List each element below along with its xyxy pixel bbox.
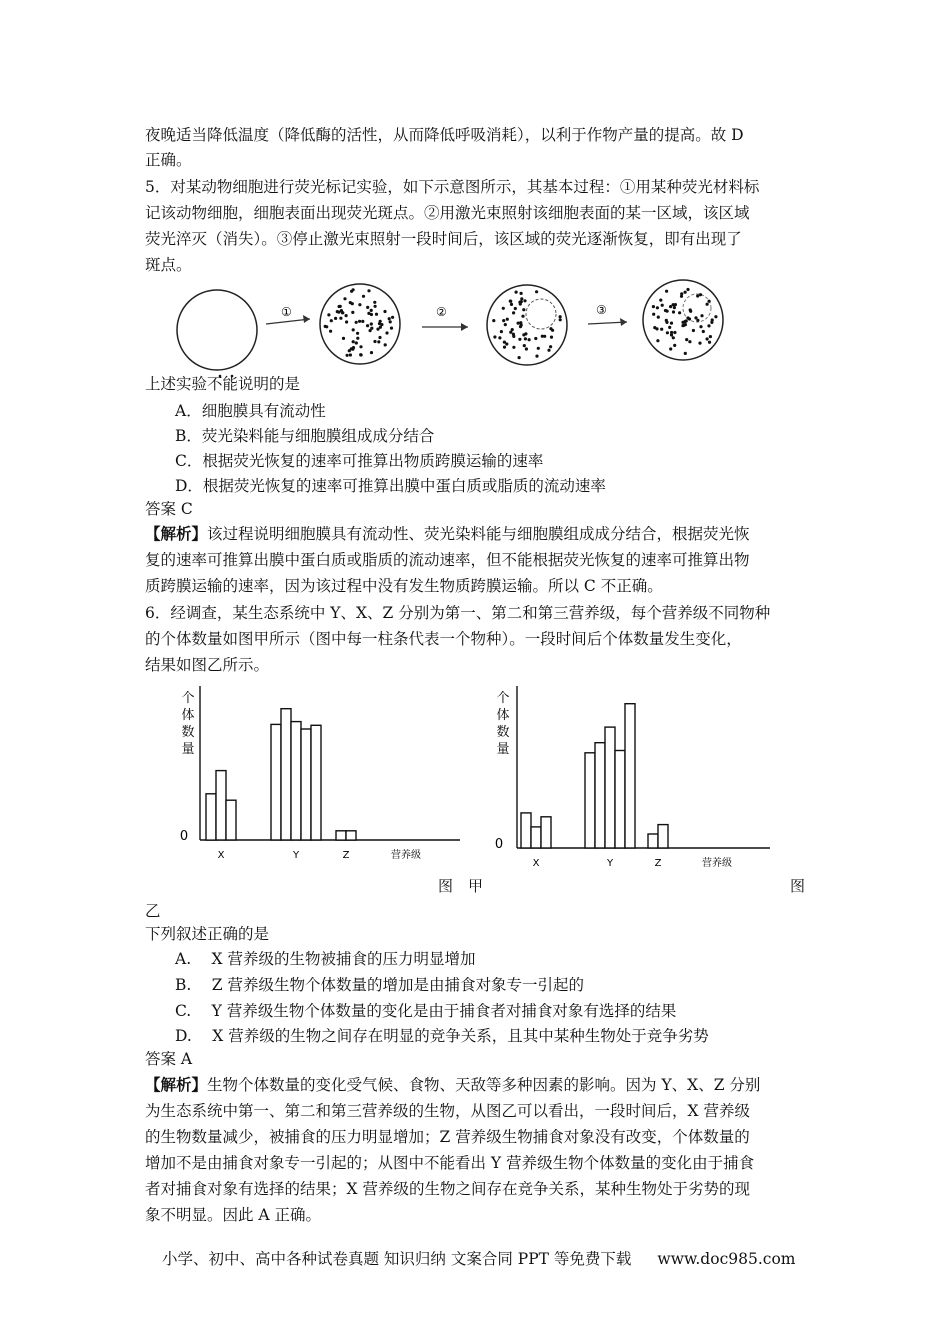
fluorescent-dot [707,324,710,327]
fluorescent-dot [685,338,688,341]
bar [301,729,311,840]
answer: 答案 C [145,500,193,518]
fluorescent-dot [696,294,699,297]
explanation-label: 【解析】 [145,1075,208,1094]
fluorescent-dot [351,311,354,314]
fluorescent-dot [373,301,376,304]
cell-bleached [487,285,567,365]
fluorescent-dot [512,346,515,349]
fluorescent-dot [361,320,364,323]
fluorescent-dot [380,323,383,326]
bar [615,751,625,849]
bar [531,827,541,848]
bar [595,743,605,848]
fluorescent-dot [502,307,505,310]
fluorescent-dot [714,315,717,318]
step-3-label: ③ [596,303,607,317]
fluorescent-dot [518,301,521,304]
question-5-line: 记该动物细胞，细胞表面出现荧光斑点。②用激光束照射该细胞表面的某一区域，该区域 [145,204,750,222]
x-tick-label: Y [606,858,614,869]
y-axis-label: 个 [496,691,510,706]
x-tick-label: Y [292,850,300,861]
fluorescent-dot [376,328,379,331]
fluorescent-dot [700,314,703,317]
fluorescent-dot [660,328,663,331]
fluorescent-dot [672,336,675,339]
cell-fluorescence-diagram [170,272,750,382]
fluorescent-dot [523,344,526,347]
fluorescent-dot [664,309,667,312]
fluorescent-dot [537,347,540,350]
fluorescent-dot [673,344,676,347]
fluorescent-dot [549,345,552,348]
arrow-2-head [461,323,468,331]
fluorescent-dot [517,322,520,325]
bar [658,825,668,848]
y-axis-label: 体 [181,708,195,723]
fluorescent-dot [699,293,702,296]
fluorescent-dot [500,330,503,333]
bar [336,831,346,840]
fluorescent-dot [366,324,369,327]
explanation-line [145,1075,760,1095]
fluorescent-dot [550,336,553,339]
fluorescent-dot [360,353,363,356]
fluorescent-dot [362,295,365,298]
fluorescent-dot [352,288,355,291]
fluorescent-dot [524,337,527,340]
fluorescent-dot [680,292,683,295]
bar [521,813,531,848]
option-a: A．细胞膜具有流动性 [175,402,326,420]
question-5-line: 荧光淬灭（消失）。③停止激光束照射一段时间后，该区域的荧光逐渐恢复，即有出现了 [145,230,742,248]
bar [206,794,216,840]
fluorescent-dot [355,341,358,344]
y-axis-label: 个 [181,691,195,706]
fluorescent-dot [377,340,380,343]
answer: 答案 A [145,1050,193,1068]
fluorescent-dot [709,335,712,338]
fluorescent-dot [559,315,562,318]
fluorescent-dot [338,305,341,308]
arrow-1-head [303,315,310,323]
fluorescent-dot [528,338,531,341]
fluorescent-dot [389,320,392,323]
fluorescent-dot [515,291,518,294]
paragraph-line: 正确。 [145,151,192,169]
bar [271,724,281,840]
fluorescent-dot [652,313,655,316]
fluorescent-dot [342,337,345,340]
fluorescent-dot [547,349,550,352]
bar [346,831,356,840]
fluorescent-dot [673,331,676,334]
fluorescent-dot [493,335,496,338]
question-6-line: 的个体数量如图甲所示（图中每一柱条代表一个物种）。一段时间后个体数量发生变化， [145,630,742,648]
option-a: A. X 营养级的生物被捕食的压力明显增加 [175,950,476,968]
bar-chart-jia [170,680,480,870]
fluorescent-dot [370,327,373,330]
y-axis-label: 量 [496,742,510,757]
question-stem: 下列叙述正确的是 [145,925,270,943]
cell-unlabeled [177,290,257,370]
bar [281,709,291,840]
fluorescent-dot [359,345,362,348]
bar [625,704,635,848]
fluorescent-dot [521,315,524,318]
fluorescent-dot [523,299,526,302]
fluorescent-dot [349,353,352,356]
fluorescent-dot [329,330,332,333]
arrow-1 [266,319,310,324]
y-zero-label: 0 [494,837,504,852]
fluorescent-dot [379,320,382,323]
fluorescent-dot [367,312,370,315]
fluorescent-dot [689,308,692,311]
fluorescent-dot [655,327,658,330]
fluorescent-dot [659,299,662,302]
fluorescent-dot [343,297,346,300]
x-tick-label: X [532,858,540,869]
fluorescent-dot [370,351,373,354]
fluorescent-dot [330,319,333,322]
fluorescent-dot [358,303,361,306]
question-6-line: 结果如图乙所示。 [145,656,270,674]
fluorescent-dot [706,303,709,306]
fluorescent-dots [324,288,395,357]
fluorescent-dot [684,291,687,294]
fluorescent-dot [665,290,668,293]
fluorescent-dot [352,328,355,331]
fluorescent-dot [370,309,373,312]
bar [605,727,615,848]
fluorescent-dot [356,337,359,340]
fluorescent-dot [672,310,675,313]
option-c: C. Y 营养级生物个体数量的变化是由于捕食者对捕食对象有选择的结果 [175,1002,677,1020]
fluorescent-dot [657,316,660,319]
fluorescent-dot [366,306,369,309]
fluorescent-dot [504,323,507,326]
bar [311,725,321,840]
explanation-text: 该过程说明细胞膜具有流动性、荧光染料能与细胞膜组成成分结合，根据荧光恢 [207,525,750,543]
fluorescent-dot [351,302,354,305]
bar [541,817,551,848]
option-c: C．根据荧光恢复的速率可推算出物质跨膜运输的速率 [175,452,544,470]
fluorescent-dot [324,325,327,328]
fluorescent-dot [339,317,342,320]
y-axis-label: 体 [496,708,510,723]
fluorescent-dot [345,320,348,323]
fluorescent-dot [510,303,513,306]
fluorescent-dot [503,346,506,349]
fluorescent-dot [520,292,523,295]
option-d: D．根据荧光恢复的速率可推算出膜中蛋白质或脂质的流动速率 [175,477,606,495]
x-tick-label: Z [654,858,662,869]
fluorescent-dot [355,321,358,324]
fluorescent-dot [686,316,689,319]
fluorescent-dots [652,288,718,355]
fluorescent-dot [384,343,387,346]
explanation-line: 者对捕食对象有选择的结果；X 营养级的生物之间存在竞争关系，某种生物处于劣势的现 [145,1180,750,1198]
fluorescent-dot [541,335,544,338]
explanation-line [145,524,750,544]
fluorescent-dot [525,347,528,350]
fluorescent-dot [559,318,562,321]
fluorescent-dot [358,320,361,323]
fluorescent-dot [669,305,672,308]
step-1-label: ① [281,305,292,319]
footer-link[interactable]: www.doc985.com [657,1250,796,1268]
explanation-line: 复的速率可推算出膜中蛋白质或脂质的流动速率，但不能根据荧光恢复的速率可推算出物 [145,551,750,569]
fluorescent-dot [512,311,515,314]
fluorescent-dot [327,313,330,316]
figure-caption-yi-part: 图 [790,877,806,895]
fluorescent-dot [514,307,517,310]
fluorescent-dot [334,317,337,320]
fluorescent-dot [549,327,552,330]
fluorescent-dot [685,319,688,322]
fluorescent-dot [351,348,354,351]
figure-caption-jia: 图 甲 [438,877,484,895]
cell-labeled [320,284,400,364]
fluorescent-dot [356,332,359,335]
fluorescent-dot [665,319,668,322]
fluorescent-dot [341,311,344,314]
fluorescent-dot [367,289,370,292]
fluorescent-dot [492,319,495,322]
question-5-line: 斑点。 [145,256,192,274]
arrow-3-head [620,318,627,326]
fluorescent-dot [374,305,377,308]
x-tick-label: X [217,850,225,861]
fluorescent-dot [535,355,538,358]
explanation-text: 生物个体数量的变化受气候、食物、天敌等多种因素的影响。因为 Y、X、Z 分别 [207,1076,761,1094]
fluorescent-dot [518,338,521,341]
fluorescent-dot [512,335,515,338]
fluorescent-dot [509,300,512,303]
bar [648,834,658,848]
fluorescent-dot [684,352,687,355]
x-axis-label: 营养级 [391,850,421,861]
fluorescent-dot [686,288,689,291]
fluorescent-dot [708,341,711,344]
fluorescent-dot [373,340,376,343]
fluorescent-dot [502,319,505,322]
option-b: B．荧光染料能与细胞膜组成成分结合 [175,427,435,445]
fluorescent-dot [656,339,659,342]
fluorescent-dot [681,321,684,324]
fluorescent-dot [666,331,669,334]
fluorescent-dot [708,300,711,303]
fluorescent-dot [534,337,537,340]
x-tick-label: Z [342,850,350,861]
fluorescent-dot [519,325,522,328]
fluorescent-dot [670,322,673,325]
figure-caption-yi-part: 乙 [145,902,161,920]
bar [585,753,595,848]
explanation-label: 【解析】 [145,524,208,543]
fluorescent-dot [391,316,394,319]
fluorescent-dot [673,306,676,309]
x-axis-label: 营养级 [702,858,732,869]
fluorescent-dot [378,336,381,339]
bar [216,771,226,840]
fluorescent-dot [383,310,386,313]
fluorescent-dot [670,331,673,334]
fluorescent-dot [535,290,538,293]
fluorescent-dot [678,311,681,314]
explanation-line: 的生物数量减少，被捕食的压力明显增加；Z 营养级生物捕食对象没有改变，个体数量的 [145,1128,750,1146]
fluorescent-dot [668,326,671,329]
explanation-line: 象不明显。因此 A 正确。 [145,1206,322,1224]
fluorescent-dot [346,354,349,357]
option-d: D. X 营养级的生物之间存在明显的竞争关系，且其中某种生物处于竞争劣势 [175,1027,709,1045]
bar-chart-yi [485,680,785,880]
y-axis-label: 数 [181,725,195,740]
y-axis-label: 量 [181,742,195,757]
explanation-line: 为生态系统中第一、第二和第三营养级的生物，从图乙可以看出，一段时间后，X 营养级 [145,1102,750,1120]
fluorescent-dot [348,349,351,352]
fluorescent-dot [375,313,378,316]
fluorescent-dot [652,305,655,308]
bleached-area [526,299,556,329]
option-b: B. Z 营养级生物个体数量的增加是由捕食对象专一引起的 [175,976,584,994]
fluorescent-dot [681,324,684,327]
fluorescent-dot [698,342,701,345]
question-5-line: 5．对某动物细胞进行荧光标记实验，如下示意图所示，其基本过程：①用某种荧光材料标 [145,178,760,196]
fluorescent-dot [522,308,525,311]
fluorescent-dot [669,347,672,350]
fluorescent-dot [352,340,355,343]
fluorescent-dot [498,336,501,339]
fluorescent-dot [661,304,664,307]
fluorescent-dot [524,332,527,335]
question-stem: 上述实验不能说明的是 [145,375,301,393]
bar [291,722,301,840]
step-2-label: ② [436,305,447,319]
fluorescent-dot [390,327,393,330]
y-zero-label: 0 [179,829,189,844]
footer [162,1247,795,1269]
explanation-line: 质跨膜运输的速率，因为该过程中没有发生物质跨膜运输。所以 C 不正确。 [145,577,663,595]
bar [226,800,236,840]
fluorescent-dot [692,329,695,332]
fluorescent-dot [345,314,348,317]
fluorescent-dot [511,328,514,331]
explanation-line: 增加不是由捕食对象专一引起的；从图中不能看出 Y 营养级生物个体数量的变化由于捕食 [145,1154,755,1172]
fluorescent-dot [694,316,697,319]
fluorescent-dot [674,303,677,306]
fluorescent-dot [706,337,709,340]
y-axis-label: 数 [496,725,510,740]
fluorescent-dot [388,317,391,320]
fluorescent-dot [688,340,691,343]
fluorescent-dot [506,318,509,321]
fluorescent-dot [656,306,659,309]
question-6-line: 6．经调查，某生态系统中 Y、X、Z 分别为第一、第二和第三营养级，每个营养级不同物种 [145,604,771,622]
fluorescent-dot [505,342,508,345]
paragraph-line: 夜晚适当降低温度（降低酶的活性，从而降低呼吸消耗），以利于作物产量的提高。故 D [145,126,744,144]
fluorescent-dot [710,321,713,324]
fluorescent-dot [370,322,373,325]
fluorescent-dot [699,325,702,328]
fluorescent-dot [385,331,388,334]
fluorescent-dot [520,297,523,300]
fluorescent-dot [702,330,705,333]
fluorescent-dot [518,356,521,359]
footer-text: 小学、初中、高中各种试卷真题 知识归纳 文案合同 PPT 等免费下载 [162,1250,632,1268]
